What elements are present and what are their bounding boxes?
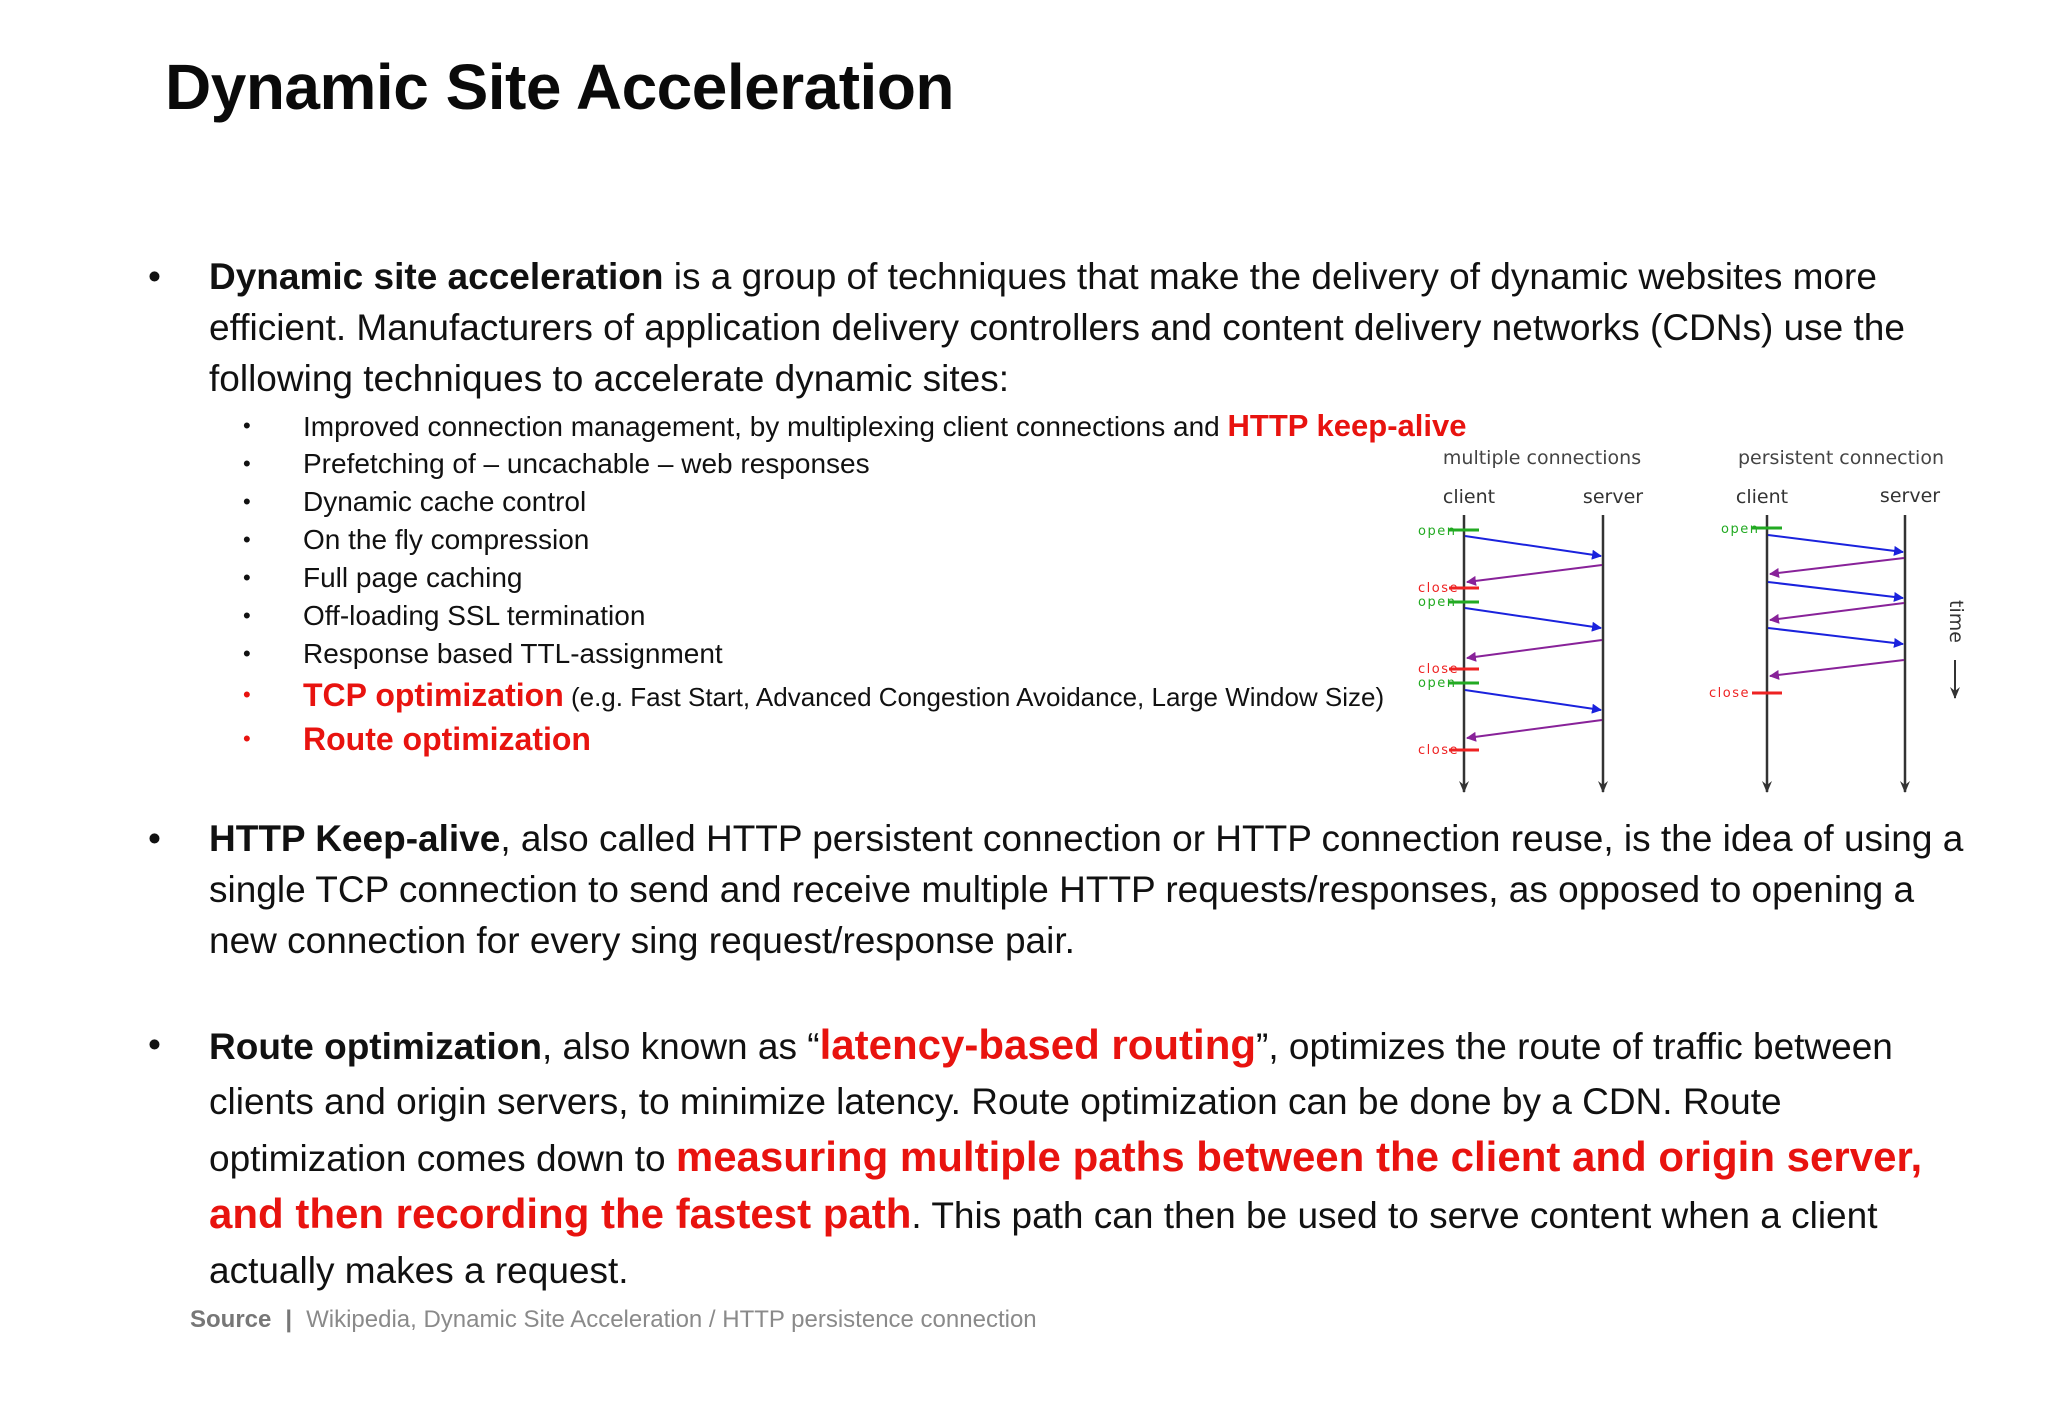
technique-highlight: Route optimization xyxy=(303,721,591,757)
route-highlight-1: latency-based routing xyxy=(819,1021,1257,1068)
page-title: Dynamic Site Acceleration xyxy=(165,51,954,123)
technique-text: Off-loading SSL termination xyxy=(303,600,646,631)
techniques-list xyxy=(243,407,1466,761)
technique-highlight: HTTP keep-alive xyxy=(1227,408,1467,443)
client-label: client xyxy=(1442,486,1496,508)
list-item xyxy=(145,813,1985,966)
response-arrow xyxy=(1770,603,1904,620)
close-label: close xyxy=(1418,662,1459,677)
source-text: Wikipedia, Dynamic Site Acceleration / HTTP persistence connection xyxy=(306,1306,1037,1333)
technique-text: Improved connection management, by multiplexing client connections and xyxy=(303,411,1228,442)
technique-text: Full page caching xyxy=(303,562,523,593)
route-highlight-2: measuring multiple paths between the client and origin server, and then recording the fastest path xyxy=(209,1133,1923,1237)
time-label: time xyxy=(1945,600,1967,643)
technique-item xyxy=(243,717,1466,761)
bullet-icon: • xyxy=(148,256,161,297)
request-arrow xyxy=(1768,628,1903,644)
technique-text: On the fly compression xyxy=(303,524,590,555)
request-arrow xyxy=(1768,582,1903,598)
keepalive-term: HTTP Keep-alive xyxy=(209,818,501,859)
request-arrow xyxy=(1768,535,1903,552)
open-label: open xyxy=(1721,522,1760,537)
bullet-icon: • xyxy=(243,451,251,476)
open-label: open xyxy=(1418,595,1457,610)
bullet-icon: • xyxy=(148,818,161,859)
route-text-2: ”, optimizes the route of traffic between clients and origin servers, to minimize latency. Route optimization can be done by a CDN. Route optimization comes down to xyxy=(209,1026,1893,1179)
technique-item xyxy=(243,559,1466,597)
close-label: close xyxy=(1418,743,1459,758)
bullet-icon: • xyxy=(148,1024,161,1065)
bullet-icon: • xyxy=(243,682,251,707)
route-text-1: , also known as “ xyxy=(541,1026,820,1067)
bullet-keepalive xyxy=(145,813,1985,966)
technique-text: Response based TTL-assignment xyxy=(303,638,723,669)
technique-item xyxy=(243,597,1466,635)
route-term: Route optimization xyxy=(209,1026,542,1067)
response-arrow xyxy=(1770,558,1904,574)
server-label: server xyxy=(1879,485,1941,507)
technique-text: Dynamic cache control xyxy=(303,486,587,517)
request-arrow xyxy=(1465,608,1601,628)
technique-item xyxy=(243,445,1466,483)
bullet-icon: • xyxy=(243,603,251,628)
bullet-icon: • xyxy=(243,726,251,751)
bullet-icon: • xyxy=(243,489,251,514)
technique-item xyxy=(243,483,1466,521)
technique-note: (e.g. Fast Start, Advanced Congestion Avoidance, Large Window Size) xyxy=(563,682,1385,712)
technique-item xyxy=(243,521,1466,559)
open-label: open xyxy=(1418,676,1457,691)
close-label: close xyxy=(1418,581,1459,596)
bullet-intro xyxy=(145,251,1985,404)
http-connection-diagram xyxy=(1385,440,1985,810)
server-label: server xyxy=(1582,486,1644,508)
open-label: open xyxy=(1418,524,1457,539)
technique-highlight: TCP optimization xyxy=(303,677,564,713)
route-text-3: . This path can then be used to serve content when a client actually makes a request. xyxy=(209,1195,1878,1291)
multiple-connections-title: multiple connections xyxy=(1442,447,1642,469)
keepalive-text: , also called HTTP persistent connection or HTTP connection reuse, is the idea of using a single TCP connection to send and receive multiple HTTP requests/responses, as opposed to opening a new connection for every sing request/response pair. xyxy=(209,818,1964,961)
source-separator: | xyxy=(285,1306,293,1333)
persistent-connection-title: persistent connection xyxy=(1738,447,1944,469)
technique-item xyxy=(243,407,1466,445)
close-label: close xyxy=(1709,686,1750,701)
source-footer xyxy=(190,1306,1037,1334)
technique-text: Prefetching of – uncachable – web responses xyxy=(303,448,870,479)
source-label: Source xyxy=(190,1306,272,1333)
request-arrow xyxy=(1465,536,1601,556)
request-arrow xyxy=(1465,690,1601,710)
technique-item xyxy=(243,673,1466,717)
technique-item xyxy=(243,635,1466,673)
list-item xyxy=(145,251,1985,404)
bullet-icon: • xyxy=(243,527,251,552)
bullet-icon: • xyxy=(243,565,251,590)
list-item xyxy=(145,1017,1985,1298)
bullet-route-optimization xyxy=(145,1017,1985,1298)
response-arrow xyxy=(1467,565,1602,582)
intro-text: is a group of techniques that make the delivery of dynamic websites more efficient. Manufacturers of application delivery controllers and content delivery networks (CDNs) use the following techniques to accelerate dynamic sites: xyxy=(209,256,1905,399)
response-arrow xyxy=(1467,640,1602,658)
bullet-icon: • xyxy=(243,413,251,438)
response-arrow xyxy=(1770,660,1904,676)
response-arrow xyxy=(1467,720,1602,738)
intro-term: Dynamic site acceleration xyxy=(209,256,664,297)
bullet-icon: • xyxy=(243,641,251,666)
client-label: client xyxy=(1735,486,1789,508)
